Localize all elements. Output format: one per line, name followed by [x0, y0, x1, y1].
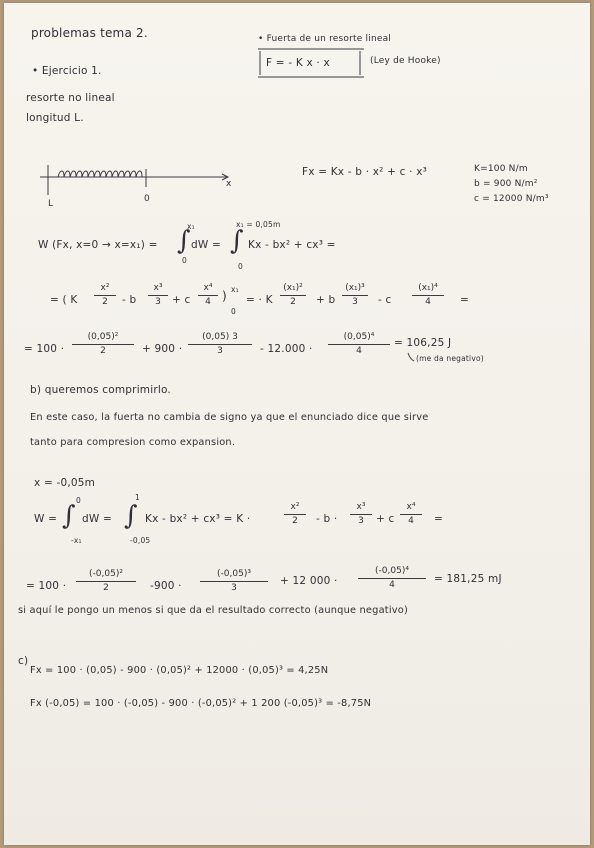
int2-body: Kx - bx² + cx³ =: [248, 239, 336, 251]
integral-sign-2: ∫: [230, 226, 244, 256]
b-j3-pre: + c: [376, 513, 395, 525]
b-integral-1: ∫: [62, 501, 76, 531]
force-equation: Fx = Kx - b · x² + c · x³: [302, 166, 428, 178]
b-integral-2: ∫: [124, 501, 138, 531]
b-frac2: x³ 3: [350, 502, 372, 527]
b2-mid1: -900 ·: [150, 580, 182, 592]
a3-start: = 100 ·: [24, 343, 65, 355]
a2-bound-low: 0: [231, 307, 236, 316]
a2-g2-pre: + b: [316, 294, 336, 306]
hooke-heading: • Fuerta de un resorte lineal: [258, 34, 391, 44]
constant-b: b = 900 N/m²: [474, 179, 538, 189]
page-title: problemas tema 2.: [31, 26, 148, 40]
a2-frac1: x² 2: [94, 283, 116, 308]
b2-result: = 181,25 mJ: [434, 573, 502, 585]
c-label: c): [18, 655, 29, 667]
a2-frac6: (x₁)⁴ 4: [412, 283, 444, 308]
b-j2-pre: - b ·: [316, 513, 338, 525]
b-i1-upper: 0: [76, 496, 81, 505]
constant-k: K=100 N/m: [474, 164, 528, 174]
a2-f3-pre: + c: [172, 294, 191, 306]
b-x-value: x = -0,05m: [34, 477, 96, 489]
b2-mid2: + 12 000 ·: [280, 575, 338, 587]
int2-lower: 0: [238, 262, 243, 271]
a3-frac1: (0,05)² 2: [72, 332, 134, 357]
a2-paren: ): [222, 289, 227, 303]
b-i2-upper: 1: [135, 493, 140, 502]
int2-upper: x₁ = 0,05m: [236, 220, 281, 229]
b-frac3: x⁴ 4: [400, 502, 422, 527]
hooke-name: (Ley de Hooke): [370, 56, 441, 66]
constant-c: c = 12000 N/m³: [474, 194, 549, 204]
a3-frac2: (0,05) 3 3: [188, 332, 252, 357]
hooke-formula: F = - K x · x: [266, 57, 330, 69]
int1-upper: x₁: [187, 222, 195, 231]
b-text1: En este caso, la fuerta no cambia de signo ya que el enunciado dice que sirve: [30, 412, 429, 423]
a3-frac3: (0,05)⁴ 4: [328, 332, 390, 357]
b-end-eq: =: [434, 513, 443, 525]
diagram-label-x: x: [226, 179, 232, 189]
a2-start: = ( K: [50, 294, 78, 306]
a3-mid1: + 900 ·: [142, 343, 183, 355]
a3-result: = 106,25 J: [394, 337, 452, 349]
a2-frac4: (x₁)² 2: [280, 283, 306, 308]
int1-lower: 0: [182, 256, 187, 265]
b-label: b) queremos comprimirlo.: [30, 384, 171, 396]
notebook-page: [4, 3, 590, 845]
a2-g3-pre: - c: [378, 294, 392, 306]
b-i2-body: Kx - bx² + cx³ = K ·: [145, 513, 251, 525]
b-i1-body: dW =: [82, 513, 112, 525]
diagram-label-L: L: [48, 199, 54, 209]
subtitle-length: longitud L.: [26, 112, 84, 124]
int1-body: dW =: [191, 239, 221, 251]
b2-frac2: (-0,05)³ 3: [200, 569, 268, 594]
c-line2: Fx (-0,05) = 100 · (-0,05) - 900 · (-0,05)² + 1 200 (-0,05)³ = -8,75N: [30, 698, 372, 709]
c-line1: Fx = 100 · (0,05) - 900 · (0,05)² + 12000 · (0,05)³ = 4,25N: [30, 665, 329, 676]
note-arrow: [408, 353, 414, 361]
b2-frac1: (-0,05)² 2: [76, 569, 136, 594]
spring-coil: [58, 171, 142, 177]
a2-frac2: x³ 3: [148, 283, 168, 308]
a2-f2-pre: - b: [122, 294, 137, 306]
a2-frac5: (x₁)³ 3: [342, 283, 368, 308]
b2-start: = 100 ·: [26, 580, 67, 592]
b-w-lhs: W =: [34, 513, 58, 525]
a2-bound-up: x₁: [231, 285, 239, 294]
exercise-label: • Ejercicio 1.: [32, 65, 102, 77]
integral-sign-1: ∫: [177, 226, 191, 256]
a2-end: =: [460, 294, 469, 306]
work-lhs: W (Fx, x=0 → x=x₁) =: [38, 239, 158, 251]
b2-frac3: (-0,05)⁴ 4: [358, 566, 426, 591]
hand-drawn-strokes: [4, 3, 590, 845]
a2-eq: = · K: [246, 294, 273, 306]
b-i2-lower: -0,05: [130, 536, 151, 545]
b-frac1: x² 2: [284, 502, 306, 527]
a3-mid2: - 12.000 ·: [260, 343, 313, 355]
subtitle-spring: resorte no lineal: [26, 92, 115, 104]
b-comment: si aquí le pongo un menos si que da el resultado correcto (aunque negativo): [18, 605, 408, 616]
b-i1-lower: -x₁: [71, 536, 82, 545]
a2-frac3: x⁴ 4: [198, 283, 218, 308]
a3-note: (me da negativo): [416, 354, 484, 363]
b-text2: tanto para compresion como expansion.: [30, 437, 236, 448]
diagram-label-0: 0: [144, 194, 150, 204]
